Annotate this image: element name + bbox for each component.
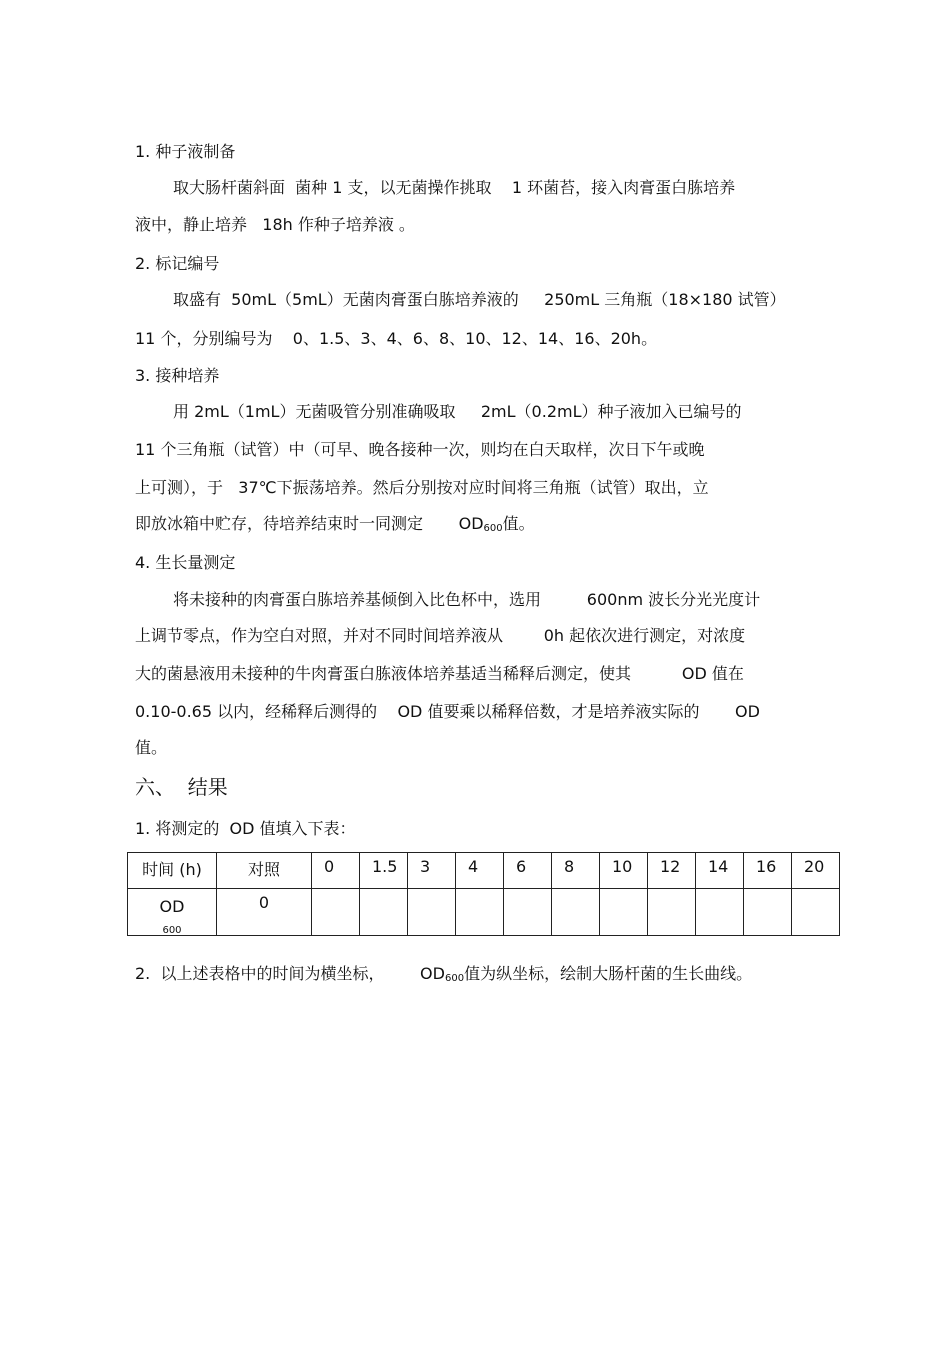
od-value: 0: [258, 893, 270, 912]
table-cell: [128, 889, 217, 936]
od-value: [600, 889, 647, 893]
table-cell: [600, 889, 648, 936]
paragraph-line: 将未接种的肉膏蛋白胨培养基倾倒入比色杯中，选用 600nm 波长分光光度计: [173, 590, 761, 609]
table-cell: [312, 853, 360, 889]
subscript: 600: [162, 925, 182, 936]
header-time-value: 16: [756, 857, 777, 876]
table-cell: [360, 889, 408, 936]
table-cell: [552, 853, 600, 889]
table-cell: [408, 853, 456, 889]
text-run: 即放冰箱中贮存，待培养结束时一同测定 OD: [135, 514, 484, 533]
table-cell: [217, 889, 312, 936]
od-value: [408, 889, 455, 893]
table-cell: [552, 889, 600, 936]
results-instruction: 1. 将测定的 OD 值填入下表：: [135, 819, 356, 838]
od-table: [127, 852, 840, 936]
text-run: OD: [159, 897, 185, 916]
paragraph-line: 11 个，分别编号为 0、1.5、3、4、6、8、10、12、14、16、20h。: [135, 329, 658, 348]
paragraph-line: 上可测），于 37℃下振荡培养。然后分别按对应时间将三角瓶（试管）取出，立: [135, 478, 709, 497]
od-value: [744, 889, 791, 893]
table-cell: [696, 853, 744, 889]
od-value: [312, 889, 359, 893]
od-value: [648, 889, 695, 893]
header-time-value: 3: [420, 857, 431, 876]
header-time-value: 14: [708, 857, 729, 876]
paragraph-line: 值。: [135, 738, 168, 757]
od-value: [504, 889, 551, 893]
paragraph-line: 用 2mL（1mL）无菌吸管分别准确吸取 2mL（0.2mL）种子液加入已编号的: [173, 402, 742, 421]
table-cell: [456, 853, 504, 889]
paragraph-line: 取大肠杆菌斜面 菌种 1 支，以无菌操作挑取 1 环菌苔，接入肉膏蛋白胨培养: [173, 178, 736, 197]
header-time-value: 0: [324, 857, 335, 876]
table-header-row: [128, 853, 840, 889]
table-cell: [696, 889, 744, 936]
header-time-label: 时间 (h): [142, 860, 202, 879]
table-cell: [504, 853, 552, 889]
results-growth-curve-instruction: [135, 963, 752, 988]
table-cell: [217, 853, 312, 889]
header-time-value: 8: [564, 857, 575, 876]
table-cell: [648, 853, 696, 889]
od-value: [696, 889, 743, 893]
paragraph-line: 上调节零点，作为空白对照，并对不同时间培养液从 0h 起依次进行测定，对浓度: [135, 626, 746, 645]
od-value: [360, 889, 407, 893]
heading-labeling: 2. 标记编号: [135, 254, 220, 273]
header-time-value: 12: [660, 857, 681, 876]
header-time-value: 20: [804, 857, 825, 876]
table-cell: [744, 853, 792, 889]
heading-seed-preparation: 1. 种子液制备: [135, 142, 236, 161]
table-cell: [744, 889, 792, 936]
table-cell: [456, 889, 504, 936]
heading-growth-measurement: 4. 生长量测定: [135, 553, 236, 572]
table-cell: [504, 889, 552, 936]
header-time-value: 10: [612, 857, 633, 876]
subscript: 600: [483, 523, 503, 534]
paragraph-line: 取盛有 50mL（5mL）无菌肉膏蛋白胨培养液的 250mL 三角瓶（18×180 试管）: [173, 290, 786, 309]
header-time-value: 1.5: [372, 857, 398, 876]
paragraph-line: 液中，静止培养 18h 作种子培养液 。: [135, 215, 415, 234]
header-time-value: 6: [516, 857, 527, 876]
heading-results: 六、 结果: [135, 775, 228, 799]
table-cell: [312, 889, 360, 936]
table-cell: [648, 889, 696, 936]
heading-inoculation: 3. 接种培养: [135, 366, 220, 385]
paragraph-line: 11 个三角瓶（试管）中（可早、晚各接种一次，则均在白天取样，次日下午或晚: [135, 440, 705, 459]
table-cell: [600, 853, 648, 889]
table-cell: [128, 853, 217, 889]
table-cell: [360, 853, 408, 889]
text-run: 2. 以上述表格中的时间为横坐标， OD: [135, 964, 445, 983]
od-value: [456, 889, 503, 893]
text-run: 值。: [502, 514, 535, 533]
header-time-value: 4: [468, 857, 479, 876]
paragraph-line: 大的菌悬液用未接种的牛肉膏蛋白胨液体培养基适当稀释后测定，使其 OD 值在: [135, 664, 744, 683]
paragraph-line: [135, 513, 535, 538]
table-cell: [792, 853, 840, 889]
table-row: [128, 889, 840, 936]
table-cell: [792, 889, 840, 936]
od-value: [792, 889, 839, 893]
row-od-label: [128, 889, 216, 935]
od-value: [552, 889, 599, 893]
subscript: 600: [444, 973, 465, 984]
text-run: 值为纵坐标，绘制大肠杆菌的生长曲线。: [464, 964, 753, 983]
header-control-label: 对照: [247, 860, 280, 879]
paragraph-line: 0.10-0.65 以内，经稀释后测得的 OD 值要乘以稀释倍数，才是培养液实际的 OD: [135, 702, 760, 721]
table-cell: [408, 889, 456, 936]
